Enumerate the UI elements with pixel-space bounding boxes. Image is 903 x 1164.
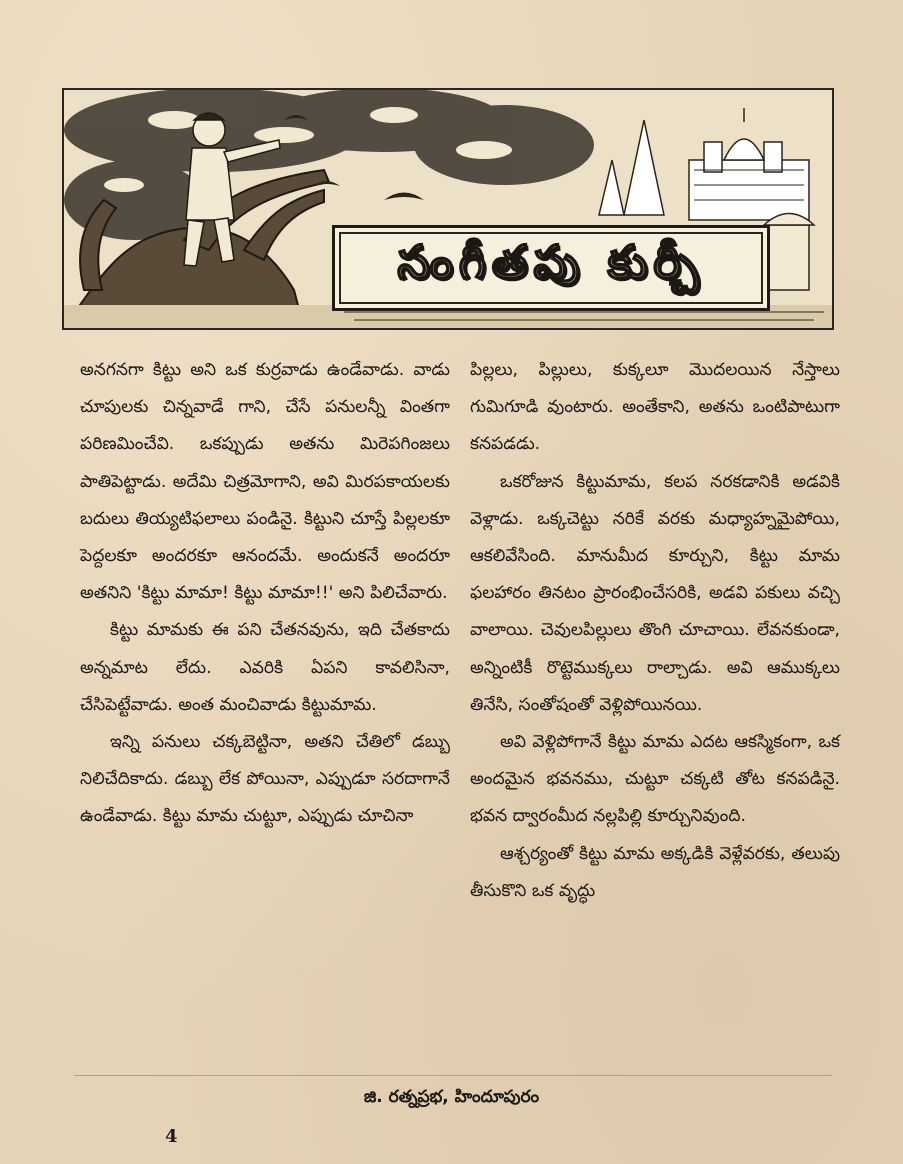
paragraph: పిల్లలు, పిల్లులు, కుక్కలూ మొదలయిన నేస్తాలు గుమిగూడి వుంటారు. అంతేకాని, అతను ఒంటిపాటుగా కనపడడు. (470, 360, 840, 455)
right-column (470, 352, 840, 910)
paragraph: కిట్టు మామకు ఈ పని చేతనవును, ఇది చేతకాదు అన్నమాట లేదు. ఎవరికి ఏపని కావలిసినా, చేసిపెట్టేవాడు. అంత మంచివాడు కిట్టుమామ. (80, 620, 450, 715)
footer-divider (74, 1075, 832, 1076)
header-illustration (62, 88, 834, 330)
author-credit: జి. రత్నప్రభ, హిందూపురం (363, 1087, 540, 1107)
paragraph: అనగనగా కిట్టు అని ఒక కుర్రవాడు ఉండేవాడు. వాడు చూపులకు చిన్నవాడే గాని, చేసే పనులన్నీ వింతగా పరిణమించేవి. ఒకప్పుడు అతను మిరెపగింజలు పాతిపెట్టాడు. అదేమి చిత్రమోగాని, అవి మిరపకాయలకు బదులు తియ్యటిఫలాలు పండినై. కిట్టుని చూస్తే పిల్లలకూ పెద్దలకూ అందరకూ ఆనందమే. అందుకనే అందరూ అతనిని 'కిట్టు మామా! కిట్టు మామా!!' అని పిలిచేవారు. (80, 360, 450, 604)
paragraph: ఒకరోజున కిట్టుమామ, కలప నరకడానికి అడవికి వెళ్లాడు. ఒక్కచెట్టు నరికే వరకు మధ్యాహ్నమైపోయి, ఆకలివేసింది. మానుమీద కూర్చుని, కిట్టు మామ ఫలహారం తినటం ప్రారంభించేసరికి, అడవి పకులు వచ్చి వాలాయి. చెవులపిల్లులు తొంగి చూచాయి. లేవనకుండా, అన్నింటికీ రొట్టెముక్కలు రాల్చాడు. అవి ఆముక్కలు తినేసి, సంతోషంతో వెళ్లిపోయినయి. (470, 471, 840, 715)
story-title: సంగీతపు కుర్చీ (397, 235, 705, 289)
paragraph: అవి వెళ్లిపోగానే కిట్టు మామ ఎదట ఆకస్మికంగా, ఒక అందమైన భవనము, చుట్టూ చక్కటి తోట కనపడినై. భవన ద్వారంమీద నల్లపిల్లి కూర్చునివుంది. (470, 732, 840, 827)
paragraph: ఆశ్చర్యంతో కిట్టు మామ అక్కడికి వెళ్లేవరకు, తలుపు తీసుకొని ఒక వృద్ధు (470, 843, 840, 901)
paragraph: ఇన్ని పనులు చక్కబెట్టినా, అతని చేతిలో డబ్బు నిలిచేదికాదు. డబ్బు లేక పోయినా, ఎప్పుడూ సరదాగానే ఉండేవాడు. కిట్టు మామ చుట్టూ, ఎప్పుడు చూచినా (80, 732, 450, 827)
left-column (80, 352, 450, 836)
title-box (332, 225, 770, 311)
page-number: 4 (165, 1126, 178, 1147)
